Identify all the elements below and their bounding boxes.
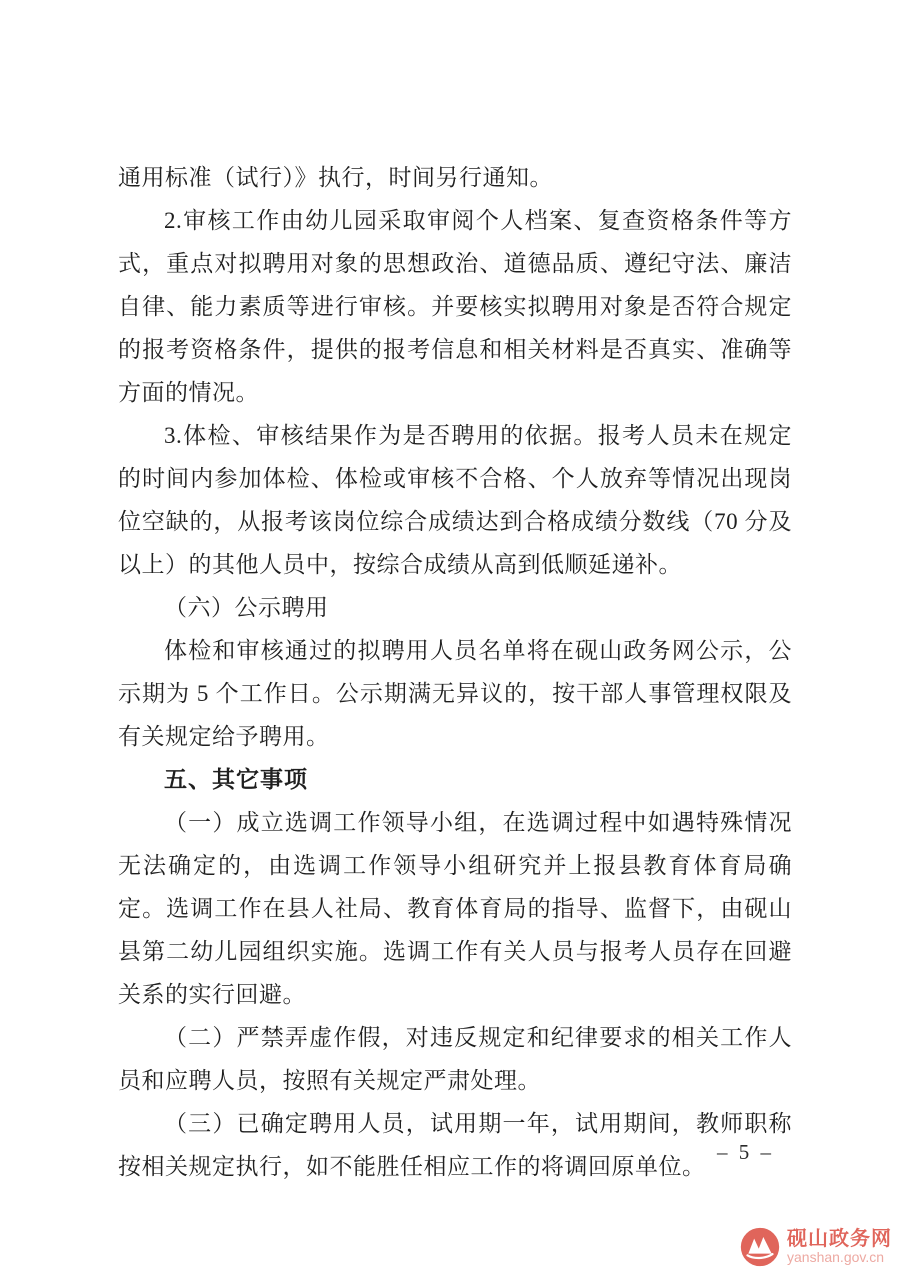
page-number: – 5 –	[717, 1140, 774, 1164]
paragraph-other-item-2: （二）严禁弄虚作假，对违反规定和纪律要求的相关工作人员和应聘人员，按照有关规定严肃处理。	[118, 1025, 792, 1093]
site-logo-text	[787, 1229, 892, 1265]
document-body	[118, 156, 792, 1188]
site-name: 砚山政务网	[787, 1228, 892, 1250]
paragraph-other-item-1: （一）成立选调工作领导小组，在选调过程中如遇特殊情况无法确定的，由选调工作领导小组研究并上报县教育体育局确定。选调工作在县人社局、教育体育局的指导、监督下，由砚山县第二幼儿园组织实施。选调工作有关人员与报考人员存在回避关系的实行回避。	[118, 810, 792, 1007]
paragraph-continuation: 通用标准（试行）》执行，时间另行通知。	[118, 165, 553, 190]
section-heading-five-other-matters: 五、其它事项	[164, 766, 308, 792]
paragraph-publicity-period: 体检和审核通过的拟聘用人员名单将在砚山政务网公示，公示期为 5 个工作日。公示期满无异议的，按干部人事管理权限及有关规定给予聘用。	[118, 638, 792, 749]
paragraph-review-item-3: 3.体检、审核结果作为是否聘用的依据。报考人员未在规定的时间内参加体检、体检或审核不合格、个人放弃等情况出现岗位空缺的，从报考该岗位综合成绩达到合格成绩分数线（70 分及以上）的其他人员中，按综合成绩从高到低顺延递补。	[118, 423, 792, 577]
site-domain: yanshan.gov.cn	[787, 1249, 885, 1265]
subsection-heading-six-publicity: （六）公示聘用	[164, 595, 329, 620]
site-logo	[740, 1227, 892, 1267]
paragraph-review-item-2: 2.审核工作由幼儿园采取审阅个人档案、复查资格条件等方式，重点对拟聘用对象的思想政治、道德品质、遵纪守法、廉洁自律、能力素质等进行审核。并要核实拟聘用对象是否符合规定的报考资格条件，提供的报考信息和相关材料是否真实、准确等方面的情况。	[118, 208, 792, 405]
mountain-icon	[740, 1227, 780, 1267]
paragraph-other-item-3: （三）已确定聘用人员，试用期一年，试用期间，教师职称按相关规定执行，如不能胜任相应工作的将调回原单位。	[118, 1111, 792, 1179]
